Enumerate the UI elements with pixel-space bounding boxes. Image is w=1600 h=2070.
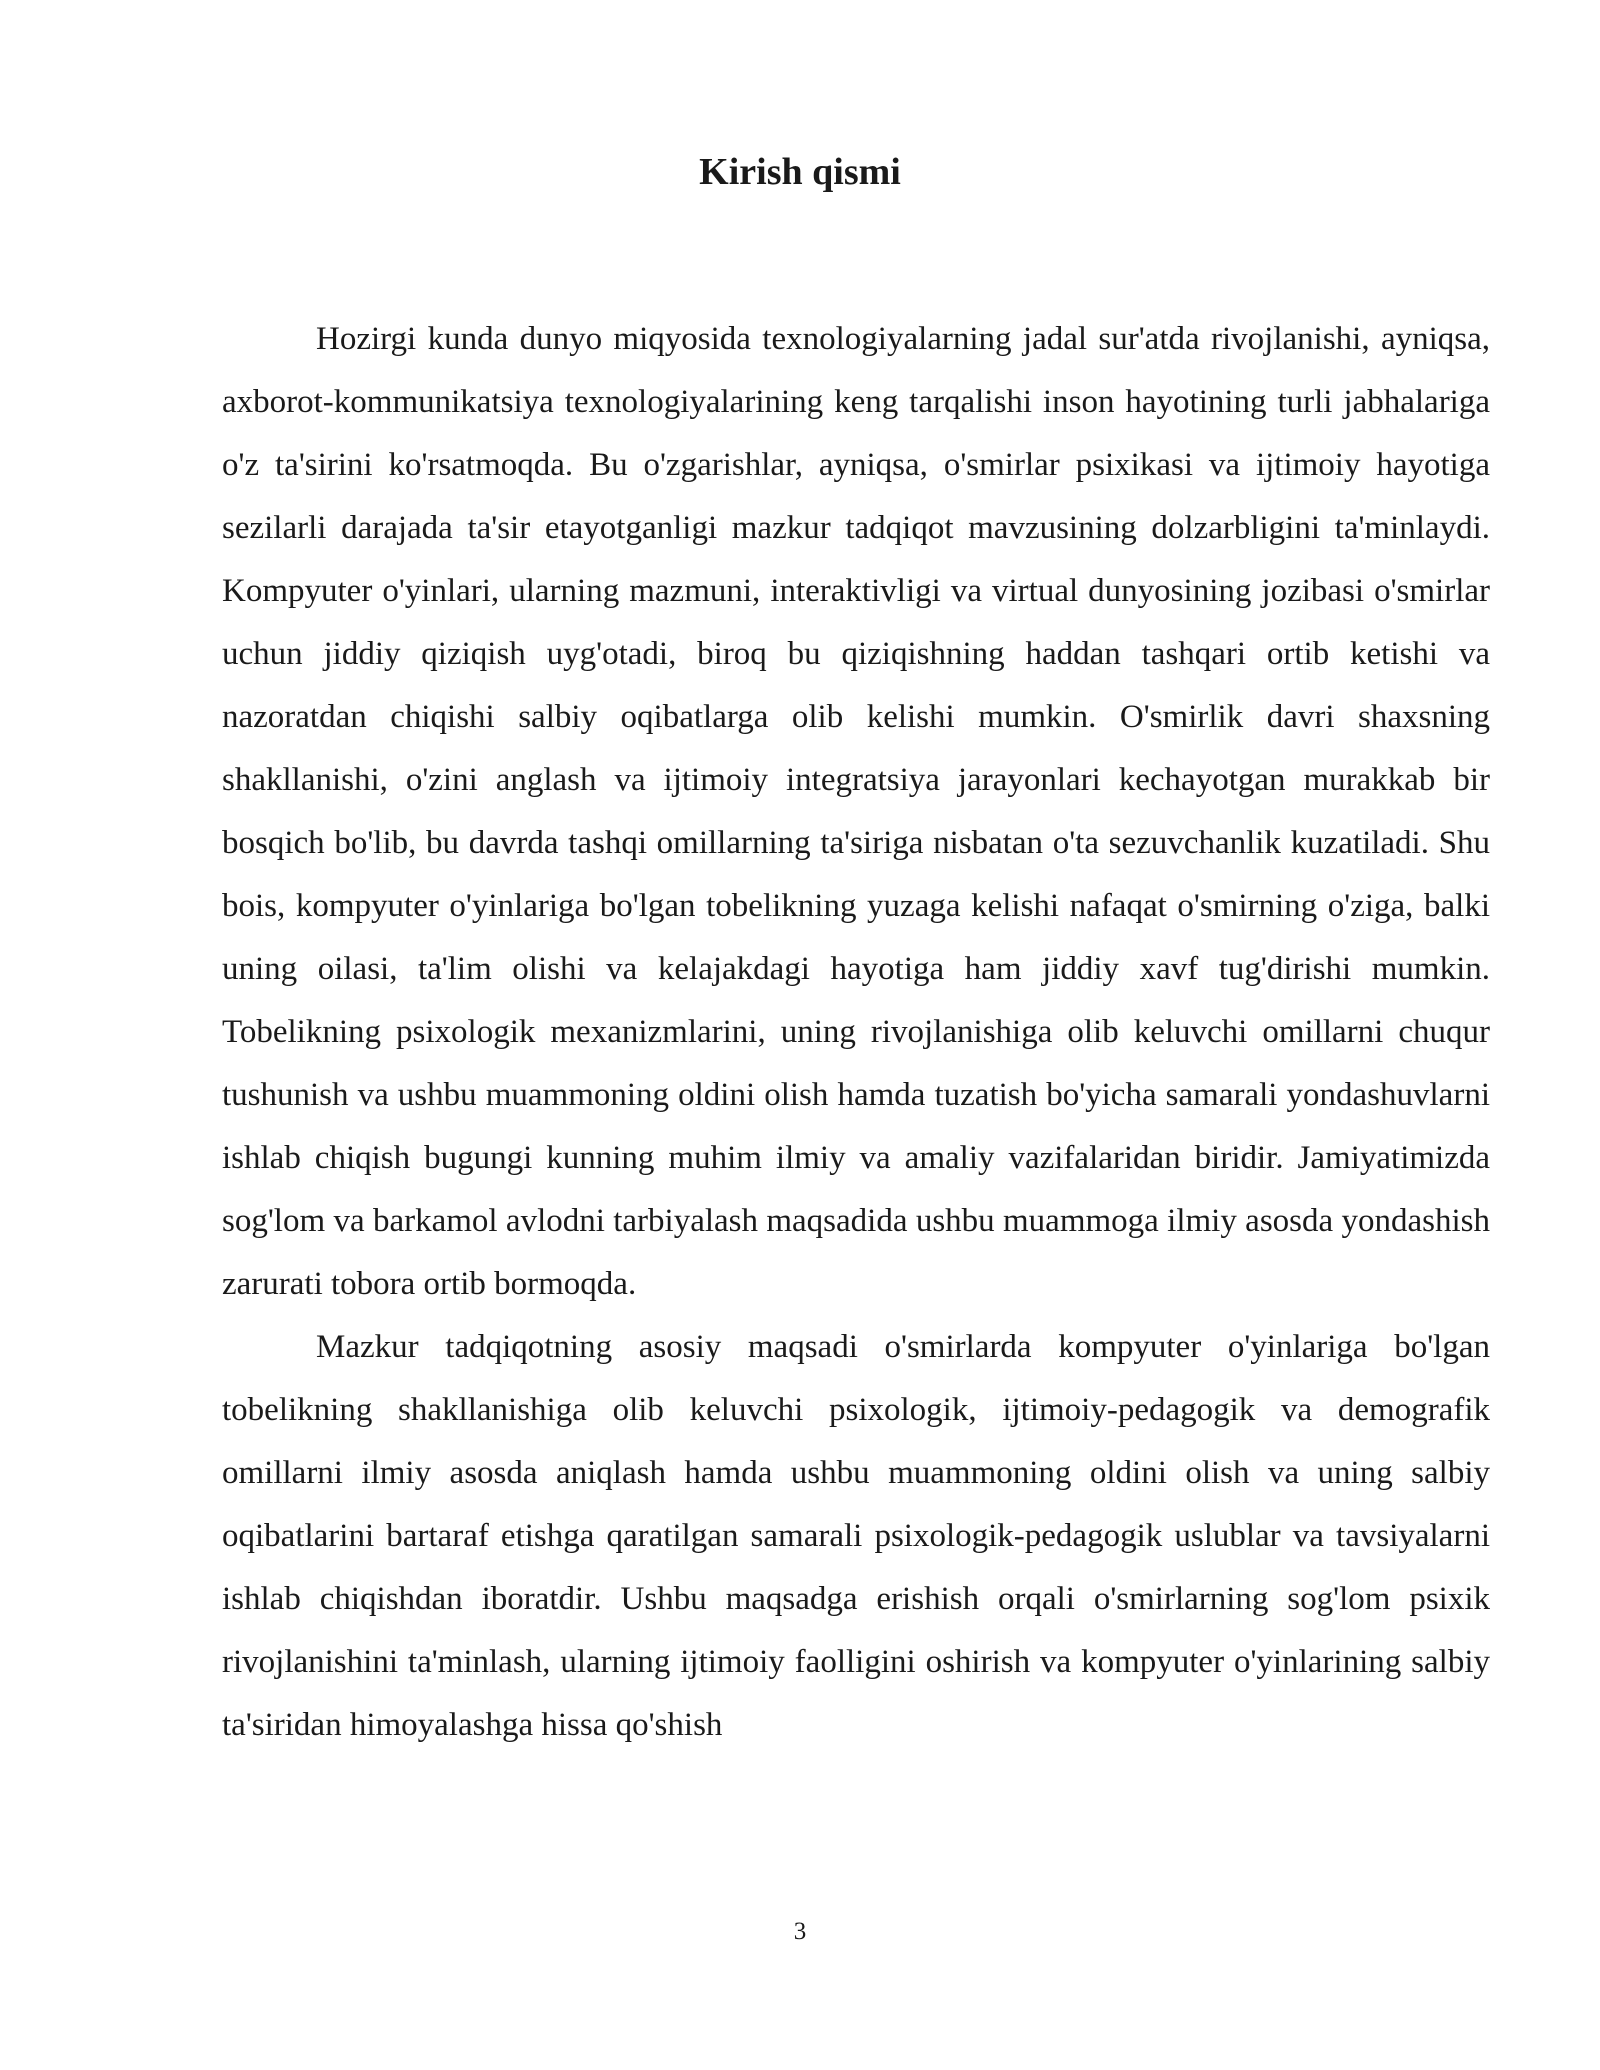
page-title: Kirish qismi xyxy=(699,151,901,193)
paragraph-1: Hozirgi kunda dunyo miqyosida texnologiyalarning jadal sur'atda rivojlanishi, ayniqsa, axborot-kommunikatsiya texnologiyalarining keng tarqalishi inson hayotining turli jabhalariga o'z ta'sirini ko'rsatmoqda. Bu o'zgarishlar, ayniqsa, o'smirlar psixikasi va ijtimoiy hayotiga sezilarli darajada ta'sir etayotganligi mazkur tadqiqot mavzusining dolzarbligini ta'minlaydi. Kompyuter o'yinlari, ularning mazmuni, interaktivligi va virtual dunyosining jozibasi o'smirlar uchun jiddiy qiziqish uyg'otadi, biroq bu qiziqishning haddan tashqari ortib ketishi va nazoratdan chiqishi salbiy oqibatlarga olib kelishi mumkin. O'smirlik davri shaxsning shakllanishi, o'zini anglash va ijtimoiy integratsiya jarayonlari kechayotgan murakkab bir bosqich bo'lib, bu davrda tashqi omillarning ta'siriga nisbatan o'ta sezuvchanlik kuzatiladi. Shu bois, kompyuter o'yinlariga bo'lgan tobelikning yuzaga kelishi nafaqat o'smirning o'ziga, balki uning oilasi, ta'lim olishi va kelajakdagi hayotiga ham jiddiy xavf tug'dirishi mumkin. Tobelikning psixologik mexanizmlarini, uning rivojlanishiga olib keluvchi omillarni chuqur tushunish va ushbu muammoning oldini olish hamda tuzatish bo'yicha samarali yondashuvlarni ishlab chiqish bugungi kunning muhim ilmiy va amaliy vazifalaridan biridir. Jamiyatimizda sog'lom va barkamol avlodni tarbiyalash maqsadida ushbu muammoga ilmiy asosda yondashish zarurati tobora ortib bormoqda. xyxy=(222,321,1490,1302)
page-number: 3 xyxy=(793,1918,807,1945)
paragraph-2: Mazkur tadqiqotning asosiy maqsadi o'smirlarda kompyuter o'yinlariga bo'lgan tobelikning shakllanishiga olib keluvchi psixologik, ijtimoiy-pedagogik va demografik omillarni ilmiy asosda aniqlash hamda ushbu muammoning oldini olish va uning salbiy oqibatlarini bartaraf etishga qaratilgan samarali psixologik-pedagogik uslublar va tavsiyalarni ishlab chiqishdan iboratdir. Ushbu maqsadga erishish orqali o'smirlarning sog'lom psixik rivojlanishini ta'minlash, ularning ijtimoiy faolligini oshirish va kompyuter o'yinlarining salbiy ta'siridan himoyalashga hissa qo'shish xyxy=(222,1329,1490,1743)
body-text xyxy=(222,308,1490,1757)
